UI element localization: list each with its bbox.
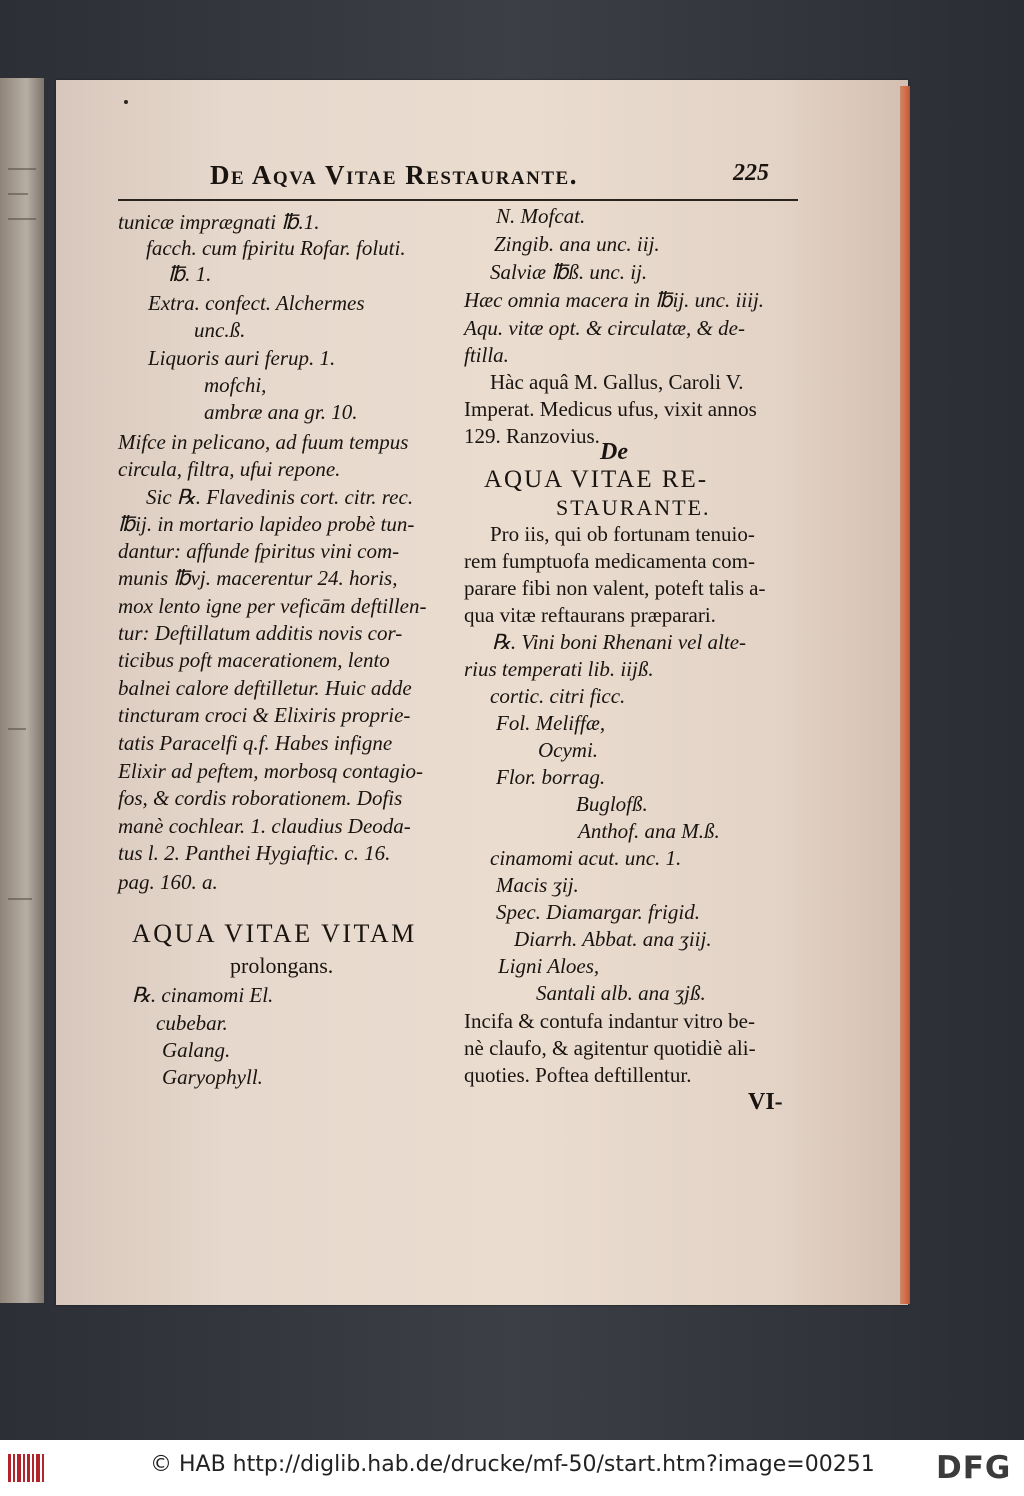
text-line: facch. cum fpiritu Rofar. foluti. [146, 236, 406, 260]
recipe-line: Macis ʒij. [496, 873, 579, 897]
text-line: tunicæ imprægnati ℔.1. [118, 210, 320, 234]
copyright-link[interactable]: © HAB http://diglib.hab.de/drucke/mf-50/start.htm?image=00251 [150, 1452, 875, 1477]
text-line: circula, filtra, ufui repone. [118, 457, 341, 481]
text-line: Pro iis, qui ob fortunam tenuio- [490, 522, 755, 546]
text-line: rem fumptuofa medicamenta com- [464, 549, 755, 573]
facing-page-edge [0, 78, 44, 1303]
recipe-line: Galang. [162, 1038, 231, 1062]
text-line: nè claufo, & agitentur quotidiè ali- [464, 1036, 756, 1060]
text-line: tincturam croci & Elixiris proprie- [118, 703, 411, 727]
text-line: mofchi, [204, 373, 267, 397]
recipe-line: Anthof. ana M.ß. [578, 819, 720, 843]
catchword: VI- [748, 1089, 783, 1115]
text-line: dantur: affunde fpiritus vini com- [118, 539, 400, 563]
text-line: Liquoris auri ferup. 1. [148, 346, 336, 370]
text-line: Aqu. vitæ opt. & circulatæ, & de- [464, 316, 745, 340]
recipe-line: Ligni Aloes, [498, 954, 600, 978]
text-line: Hæc omnia macera in ℔ij. unc. iiij. [464, 288, 765, 312]
dfg-logo: DFG [936, 1450, 1012, 1486]
text-line: mox lento igne per veficām deftillen- [118, 594, 427, 618]
recipe-line: Garyophyll. [162, 1065, 263, 1089]
text-line: Extra. confect. Alchermes [148, 291, 365, 315]
section-heading: AQUA VITAE RE- [484, 466, 709, 493]
recipe-line: cinamomi acut. unc. 1. [490, 846, 682, 870]
recipe-line: Diarrh. Abbat. ana ʒiij. [514, 927, 712, 951]
text-line: Imperat. Medicus ufus, vixit annos [464, 397, 757, 421]
recipe-line: Flor. borrag. [496, 765, 606, 789]
text-line: ambræ ana gr. 10. [204, 400, 358, 424]
text-line: tus l. 2. Panthei Hygiaftic. c. 16. [118, 841, 391, 865]
recipe-line: Santali alb. ana ʒjß. [536, 981, 706, 1005]
text-line: ftilla. [464, 343, 509, 367]
text-line: N. Mofcat. [496, 204, 586, 228]
page-number: 225 [733, 160, 769, 186]
text-line: unc.ß. [194, 318, 246, 342]
text-line: manè cochlear. 1. claudius Deoda- [118, 814, 411, 838]
recipe-line: cortic. citri ficc. [490, 684, 626, 708]
hab-barcode-icon [8, 1452, 48, 1484]
section-heading-prefix: De [600, 439, 628, 465]
section-subheading: prolongans. [230, 953, 334, 978]
text-line: Hàc aquâ M. Gallus, Caroli V. [490, 370, 744, 394]
ink-speck [124, 100, 128, 104]
text-line: ℞. Vini boni Rhenani vel alte- [492, 630, 747, 654]
text-line: tur: Deftillatum additis novis cor- [118, 621, 403, 645]
text-line: rius temperati lib. iijß. [464, 657, 654, 681]
recipe-line: ℞. cinamomi El. [132, 983, 274, 1007]
text-line: munis ℔vj. macerentur 24. horis, [118, 566, 398, 590]
text-line: Sic ℞. Flavedinis cort. citr. rec. [146, 485, 414, 509]
text-line: Salviæ ℔ß. unc. ij. [490, 260, 648, 284]
text-line: ℔ij. in mortario lapideo probè tun- [118, 512, 415, 536]
text-line: Incifa & contufa indantur vitro be- [464, 1009, 755, 1033]
text-line: Elixir ad peftem, morbosq contagio- [118, 759, 424, 783]
text-line: Zingib. ana unc. iij. [494, 232, 660, 256]
text-line: ticibus poft macerationem, lento [118, 648, 390, 672]
recipe-line: Ocymi. [538, 738, 599, 762]
text-line: fos, & cordis roborationem. Dofis [118, 786, 403, 810]
header-rule [118, 199, 798, 201]
text-line: tatis Paracelfi q.f. Habes infigne [118, 731, 393, 755]
text-line: 129. Ranzovius. [464, 424, 600, 448]
page-red-edge [900, 86, 910, 1304]
recipe-line: Buglofß. [576, 792, 648, 816]
text-line: qua vitæ reftaurans præparari. [464, 603, 716, 627]
recipe-line: cubebar. [156, 1011, 228, 1035]
recipe-line: Fol. Meliffæ, [496, 711, 606, 735]
text-line: pag. 160. a. [118, 870, 218, 894]
text-line: balnei calore deftilletur. Huic adde [118, 676, 412, 700]
running-head: De Aqva Vitae Restaurante. [210, 160, 578, 190]
section-heading: STAURANTE. [556, 495, 711, 520]
text-line: Mifce in pelicano, ad fuum tempus [118, 430, 409, 454]
text-line: ℔. 1. [168, 262, 212, 286]
text-line: quoties. Poftea deftillentur. [464, 1063, 692, 1087]
recipe-line: Spec. Diamargar. frigid. [496, 900, 700, 924]
section-heading: AQUA VITAE VITAM [132, 919, 417, 948]
text-line: parare fibi non valent, poteft talis a- [464, 576, 766, 600]
